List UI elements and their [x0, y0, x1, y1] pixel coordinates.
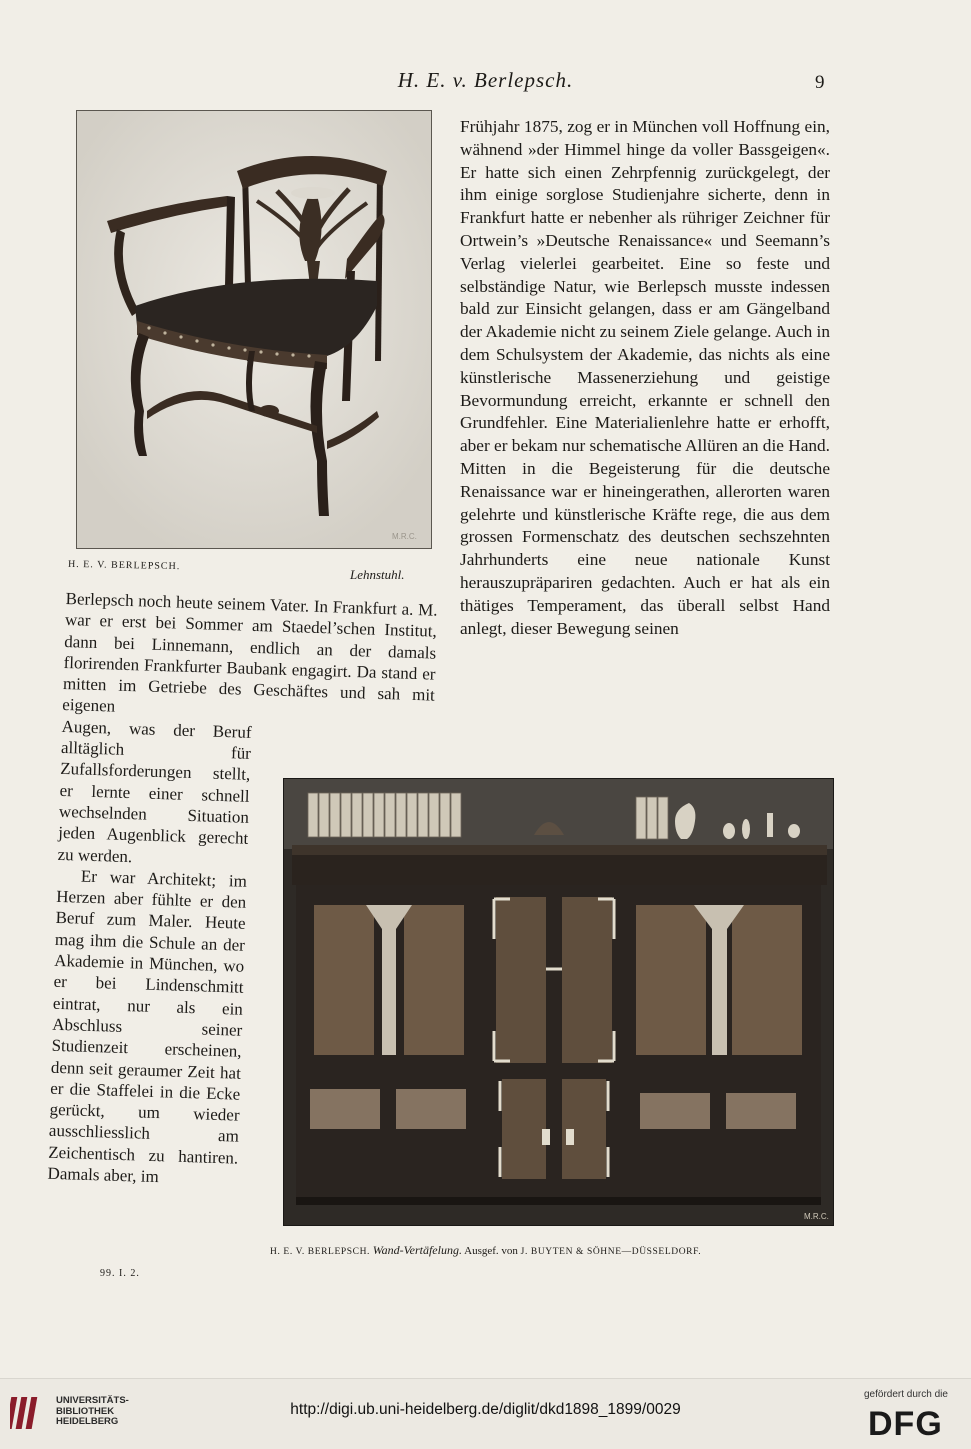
left-column-paragraph-narrow-2: Er war Architekt; im Herzen aber fühlte er den Beruf zum Maler. Heute mag ihm die Schule an der Akademie in München, wo er bei Lindenschmitt eintrat, nur als ein Abschluss seiner Studienzeit erscheinen, denn seit geraumer Zeit hat er die Staffelei in die Ecke gerückt, um wieder ausschliesslich am Zeichentisch zu hantiren. Damals aber, im [47, 866, 248, 1187]
dfg-logo-icon [866, 1403, 956, 1439]
dfg-logo-text: DFG [868, 1405, 943, 1439]
panel-caption-credit-maker: J. BUYTEN & SÖHNE—DÜSSELDORF. [520, 1247, 702, 1257]
digitization-footer [0, 1378, 971, 1449]
chair-illustration [77, 111, 431, 548]
library-name-line-1: UNIVERSITÄTS- [56, 1395, 129, 1406]
library-name-line-2: BIBLIOTHEK [56, 1405, 115, 1417]
chair-caption-title: Lehnstuhl. [350, 567, 405, 582]
right-column-paragraph: Frühjahr 1875, zog er in München voll Hoffnung ein, wähnend »der Himmel hinge da voller Bassgeigen«. Er hatte sich einen Zehrpfennig zurückgelegt, der ihm einige sorglose Studienjahre sicherte, denn in Frankfurt hatte er nebenher als rühriger Zeichner für Ortwein’s »Deutsche Renaissance« und Seemann’s Verlag vielerlei gearbeitet. Eine so feste und selbständige Natur, wie Berlepsch musste indessen bald zur Einsicht gelangen, dass er am Gängelband der Akademie nicht zu seinem Ziele gelange. Auch in dem Schulsystem der Akademie, das nichts als eine künstlerische Massenerziehung und geistige Bevormundung erreicht, erkannte er schnell den Grundfehler. Eine Materialienlehre hatte er erhofft, aber er bekam nur schematische Allüren an die Hand. Mitten in die Begeisterung für die deutsche Renaissance war er hineingerathen, allerorten waren gelehrte und künstlerische Kräfte rege, die aus dem grossen Formenschatz des deutschen sechszehnten Jahrhunderts eine neue nationale Kunst herauszupräpariren gedachten. Auch er hat als ein thätiges Temperament, das überall selbst Hand anlegt, dieser Bewegung seinen [460, 117, 830, 638]
panel-caption-credit-prefix: Ausgef. von [464, 1245, 518, 1257]
panel-caption-title: Wand-Vertäfelung. [372, 1243, 462, 1257]
chair-photograph [76, 110, 432, 549]
left-column-paragraph-wide: Berlepsch noch heute seinem Vater. In Frankfurt a. M. war er erst bei Sommer am Staedel’schen Institut, dann bei Linnemann, endlich an der damals florirenden Frankfurter Baubank engagirt. Da stand er mitten im Getriebe des Geschäftes und sah mit eigenen [62, 588, 438, 717]
panelling-illustration [284, 779, 833, 1225]
printer-signature-mark: 99. I. 2. [100, 1268, 140, 1279]
chair-caption-author: H. E. V. BERLEPSCH. [67, 558, 181, 573]
funding-note: gefördert durch die [864, 1389, 948, 1400]
left-column-paragraph-narrow-1: Augen, was der Beruf alltäglich für Zufallsforderungen stellt, er lernte einer schnell wechselnden Situation jeden Augenblick gerecht zu werden. [57, 716, 252, 866]
running-title: H. E. v. Berlepsch. [397, 68, 574, 92]
chair-watermark: M.R.C. [392, 532, 417, 541]
panel-watermark: M.R.C. [804, 1212, 829, 1221]
panel-caption-author: H. E. V. BERLEPSCH. [270, 1247, 370, 1257]
library-name-line-3: HEIDELBERG [56, 1416, 119, 1427]
panel-caption [270, 1243, 840, 1258]
page-number: 9 [815, 72, 825, 93]
wall-panelling-photograph [283, 778, 834, 1226]
digital-copy-url[interactable]: http://digi.ub.uni-heidelberg.de/diglit/dkd1898_1899/0029 [290, 1401, 681, 1418]
right-column-text [460, 116, 830, 640]
